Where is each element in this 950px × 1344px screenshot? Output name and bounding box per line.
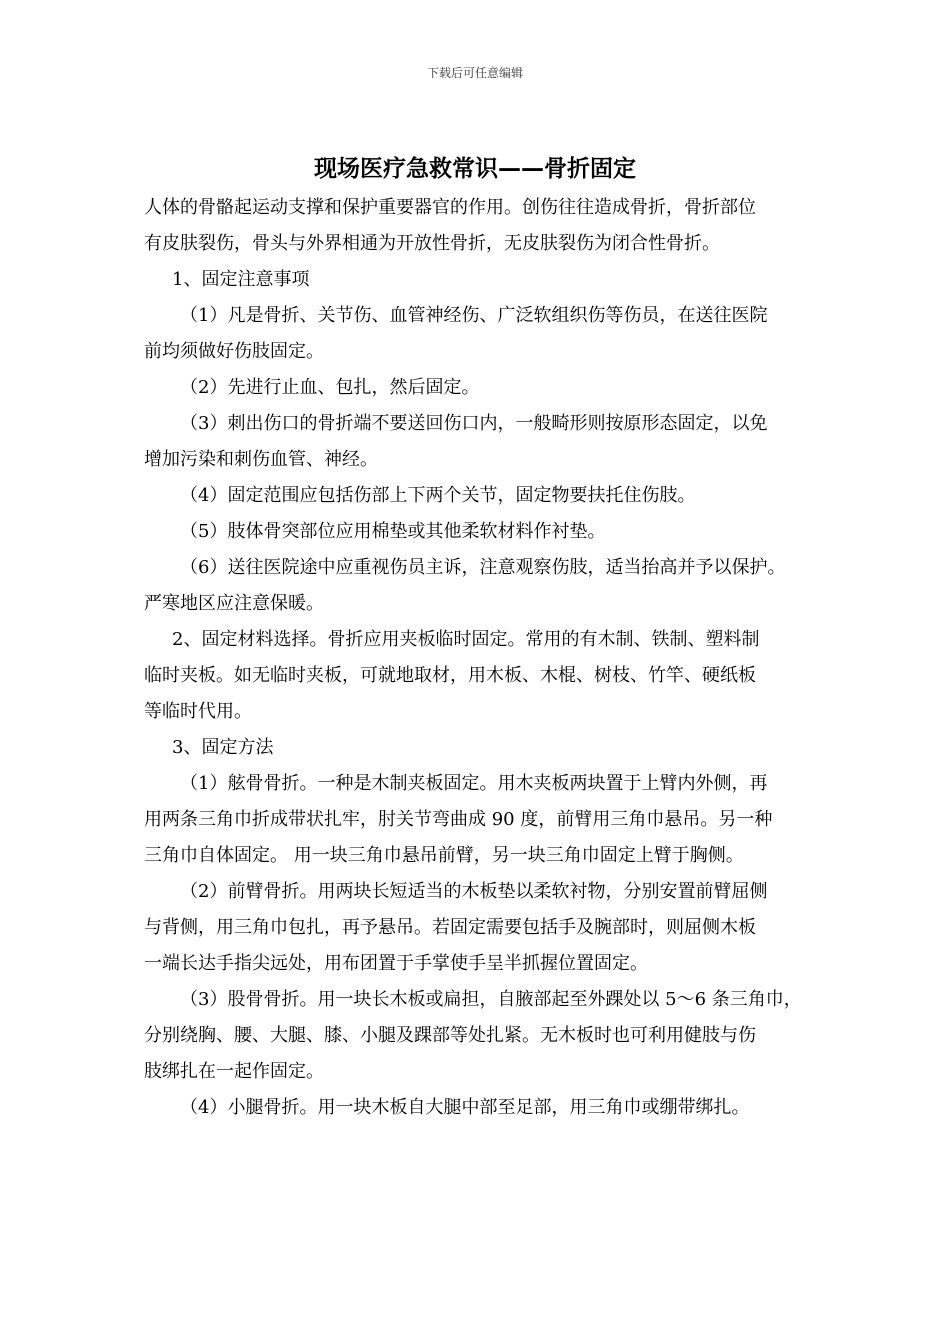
- text-line: 与背侧，用三角巾包扎，再予悬吊。若固定需要包括手及腕部时，则屈侧木板: [144, 917, 756, 938]
- text-line: （1）舷骨骨折。一种是木制夹板固定。用木夹板两块置于上臂内外侧，再: [180, 773, 768, 794]
- text-line: 三角巾自体固定。 用一块三角巾悬吊前臂，另一块三角巾固定上臂于胸侧。: [144, 845, 744, 866]
- text-line: （3）刺出伤口的骨折端不要送回伤口内，一般畸形则按原形态固定，以免: [180, 413, 768, 434]
- text-line: 严寒地区应注意保暖。: [144, 593, 324, 614]
- text-line: 临时夹板。如无临时夹板，可就地取材，用木板、木棍、树枝、竹竿、硬纸板: [144, 665, 756, 686]
- text-line: 用两条三角巾折成带状扎牢，肘关节弯曲成 90 度，前臂用三角巾悬吊。另一种: [144, 809, 773, 830]
- text-line: 人体的骨骼起运动支撑和保护重要器官的作用。创伤往往造成骨折，骨折部位: [144, 197, 756, 218]
- text-line: 2、固定材料选择。骨折应用夹板临时固定。常用的有木制、铁制、塑料制: [172, 629, 760, 650]
- document-body: [144, 190, 809, 1126]
- text-line: 前均须做好伤肢固定。: [144, 341, 324, 362]
- text-line: （1）凡是骨折、关节伤、血管神经伤、广泛软组织伤等伤员，在送往医院: [180, 305, 768, 326]
- text-line: （2）先进行止血、包扎，然后固定。: [180, 377, 480, 398]
- text-line: 一端长达手指尖远处，用布团置于手掌使手呈半抓握位置固定。: [144, 953, 648, 974]
- header-note: 下载后可任意编辑: [426, 66, 523, 80]
- text-line: 分别绕胸、腰、大腿、膝、小腿及踝部等处扎紧。无木板时也可利用健肢与伤: [144, 1025, 756, 1046]
- text-line: 肢绑扎在一起作固定。: [144, 1061, 324, 1082]
- page-title: 现场医疗急救常识——骨折固定: [314, 156, 636, 182]
- text-line: （6）送往医院途中应重视伤员主诉，注意观察伤肢，适当抬高并予以保护。: [180, 557, 786, 578]
- text-line: 3、固定方法: [172, 737, 274, 758]
- text-line: 增加污染和刺伤血管、神经。: [144, 449, 378, 470]
- text-line: （3）股骨骨折。用一块长木板或扁担，自腋部起至外踝处以 5～6 条三角巾，: [180, 989, 802, 1010]
- text-line: （4）固定范围应包括伤部上下两个关节，固定物要扶托住伤肢。: [180, 485, 696, 506]
- text-line: 1、固定注意事项: [172, 269, 310, 290]
- text-line: 等临时代用。: [144, 701, 252, 722]
- text-line: （2）前臂骨折。用两块长短适当的木板垫以柔软衬物，分别安置前臂屈侧: [180, 881, 768, 902]
- text-line: 有皮肤裂伤，骨头与外界相通为开放性骨折，无皮肤裂伤为闭合性骨折。: [144, 233, 720, 254]
- text-line: （5）肢体骨突部位应用棉垫或其他柔软材料作衬垫。: [180, 521, 606, 542]
- text-line: （4）小腿骨折。用一块木板自大腿中部至足部，用三角巾或绷带绑扎。: [180, 1097, 750, 1118]
